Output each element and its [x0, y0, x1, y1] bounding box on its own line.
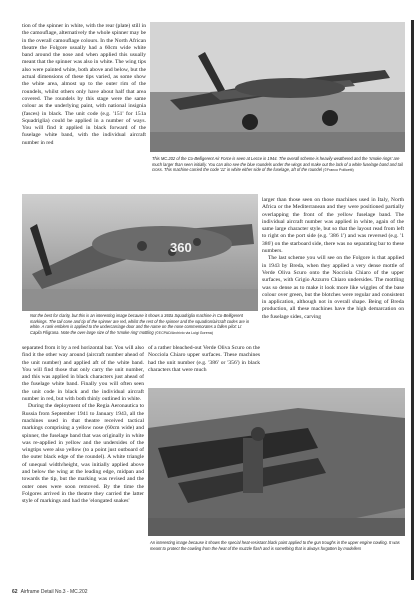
page-number: 62	[12, 589, 18, 595]
caption-bottom	[150, 540, 405, 551]
photo-mc202-lecce	[150, 22, 405, 152]
text-column-bottom-left	[22, 345, 144, 506]
photo-credit: (©Franco Pollicetti)	[323, 168, 354, 173]
paragraph: tion of the spinner in white, with the rear (plate) still in the camouflage, alternatively the whole spinner may be in the overall camouflage colours. In the North African theatre the Folgore usually had a 60cm wide white band around the nose and when applied this usually meant that the spinner was also in white. The wing tips also were painted white, both above and below, but the actual dimensions of these tips varied, as some show the white area, almost up to the outer rim of the roundels, whilst others only have about half that area covered. The roundels by this stage were the same colour as the underlying paint, with national insignia (fasces) in black. The unit code (e.g. '151' for 151a Squadriglia) could be applied in a number of ways. You will find it applied in black forward of the fuselage white band, with the individual aircraft number in red	[22, 23, 146, 146]
caption-middle	[30, 313, 254, 336]
paragraph: separated from it by a red horizontal bar. You will also find it the other way around (aircraft number ahead of the unit number) and applied aft of the white band. You will find those that only carry the unit number, and this was applied in black characters just ahead of the fuselage white band. Finally you will often seen the unit code in black and the individual aircraft number in red, but with both thinly outlined in white.	[22, 345, 144, 403]
paragraph: During the deployment of the Regia Aeronautica to Russia from September 1941 to January 1943, all the machines used in that theatre received tactical markings comprising a yellow nose (60cm wide) and spinner, the fuselage band that was originally in white was re-applied in yellow and the undersides of the wingtips were also yellow (to a point just outboard of the outer black edge of the roundel). A white triangle of unequal width/height, was initially applied above and below the wing at the leading edge, midpan and towards the tip, but the marking was revised and the outer ones were soon removed. By the time the Folgores arrived in the theatre they carried the latter style of markings and had the 'elongated snakes'	[22, 403, 144, 505]
paragraph: The last scheme you will see on the Folgore is that applied in 1943 by Breda, when they applied a very dense mottle of Verde Oliva Scuro onto the Nocciola Chiaro of the upper surfaces, with Grigio Azzurro Chiaro undersides. The mottling was so dense as to make it look more like wiggles of the base colour over green, but the blotches were regular and consistent in application, although not in overall shape. Being of Breda production, all these machines have the high demarcation on the fuselage sides, carving	[262, 255, 404, 320]
text-column-middle	[148, 345, 260, 374]
text-column-right	[262, 197, 404, 321]
photo-cowling-gun-troughs	[148, 388, 405, 536]
paragraph: of a rather bleached-out Verde Oliva Scuro on the Nocciola Chiaro upper surfaces. These machines had the unit number (e.g. '386' or '356') in black characters that were much	[148, 345, 260, 373]
caption-text: This MC.202 of the Co-Belligerent Air Force is seen at Lecce in 1944. The overall scheme is heavily weathered and the 'smoke rings' are much larger than seen initially. You can also see the blue roundels under the wings and make out the lack of a white fuselage band and tail cross. This machine carried the code '11' in white either side of the fuselage, aft of the roundel	[152, 156, 403, 173]
aircraft-code-label: 360	[170, 240, 192, 255]
text-column-top-left	[22, 23, 146, 147]
photo-credit: (©ECPAD/Archivio via Luigi Gorena)	[154, 330, 213, 335]
page-edge-bar	[411, 20, 414, 580]
photo-360-squadriglia	[22, 194, 258, 311]
caption-text: An interesting image because it shows the special heat-resistant black paint applied to the gun troughs in the upper engine cowling. It was meant to protect the cowling from the heat of the muzzle flash and is something that is always forgotten by modellers	[150, 540, 400, 551]
page-footer	[12, 589, 88, 595]
caption-text: Not the best for clarity, but this is an interesting image because it shows a 360a Squadriglia machine in Co-Belligerent markings. The tail cone and tip of the spinner are red, whilst the rest of the spinner and the squadron/aircraft codes are in white. A rank emblem is applied to the undercarriage door and the name on the nose commemorates a fallen pilot: Lt Capila Filigrana. Note the over-large size of the 'smoke ring' mottling	[30, 313, 250, 335]
caption-top	[152, 156, 404, 174]
paragraph: larger than those seen on those machines used in Italy, North Africa or the Mediterranean and they were positioned partially overlapping the front of the yellow fuselage band. The individual aircraft number was applied in white, again of the same large character style, but so that the layout read from left to right on the port side (e.g. '386 1') and was reversed (e.g. '1 386') on the starboard side, there was no separating bar to these numbers.	[262, 197, 404, 255]
publication-title: Airframe Detail No.3 - MC.202	[20, 589, 88, 595]
